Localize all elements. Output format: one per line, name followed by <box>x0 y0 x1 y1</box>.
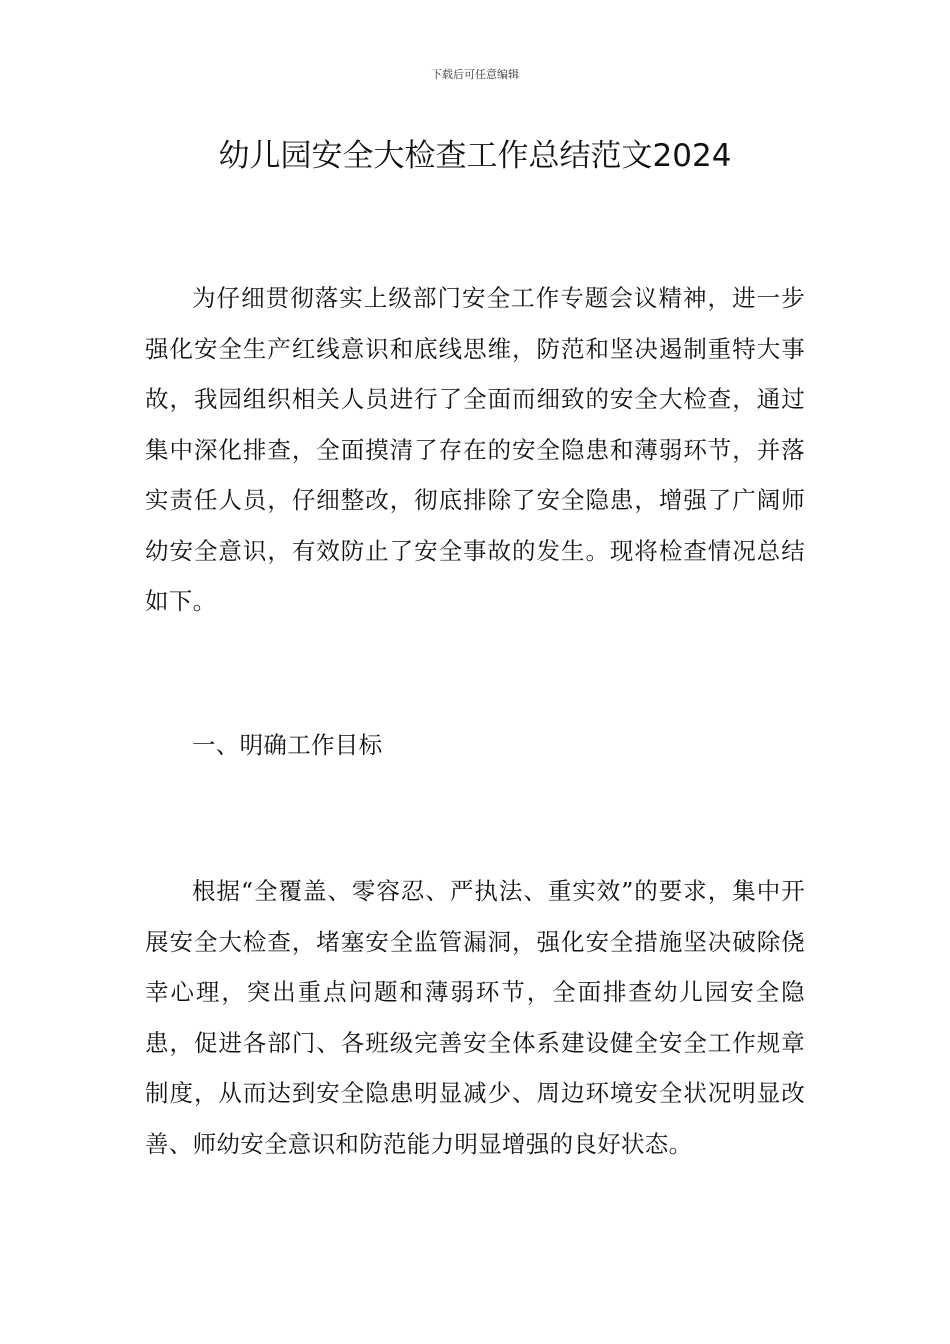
header-note: 下载后可任意编辑 <box>431 68 519 81</box>
paragraph-goals: 根据“全覆盖、零容忍、严执法、重实效”的要求，集中开展安全大检查，堵塞安全监管漏洞，强化安全措施坚决破除侥幸心理，突出重点问题和薄弱环节，全面排查幼儿园安全隐患，促进各部门、各班级完善安全体系建设健全安全工作规章制度，从而达到安全隐患明显减少、周边环境安全状况明显改善、师幼安全意识和防范能力明显增强的良好状态。 <box>145 877 805 1158</box>
section-heading: 一、明确工作目标 <box>192 731 383 759</box>
paragraph-intro: 为仔细贯彻落实上级部门安全工作专题会议精神，进一步强化安全生产红线意识和底线思维，防范和坚决遏制重特大事故，我园组织相关人员进行了全面而细致的安全大检查，通过集中深化排查，全面摸清了存在的安全隐患和薄弱环节，并落实责任人员，仔细整改，彻底排除了安全隐患，增强了广阔师幼安全意识，有效防止了安全事故的发生。现将检查情况总结如下。 <box>145 284 805 615</box>
document-title: 幼儿园安全大检查工作总结范文2024 <box>218 138 732 174</box>
